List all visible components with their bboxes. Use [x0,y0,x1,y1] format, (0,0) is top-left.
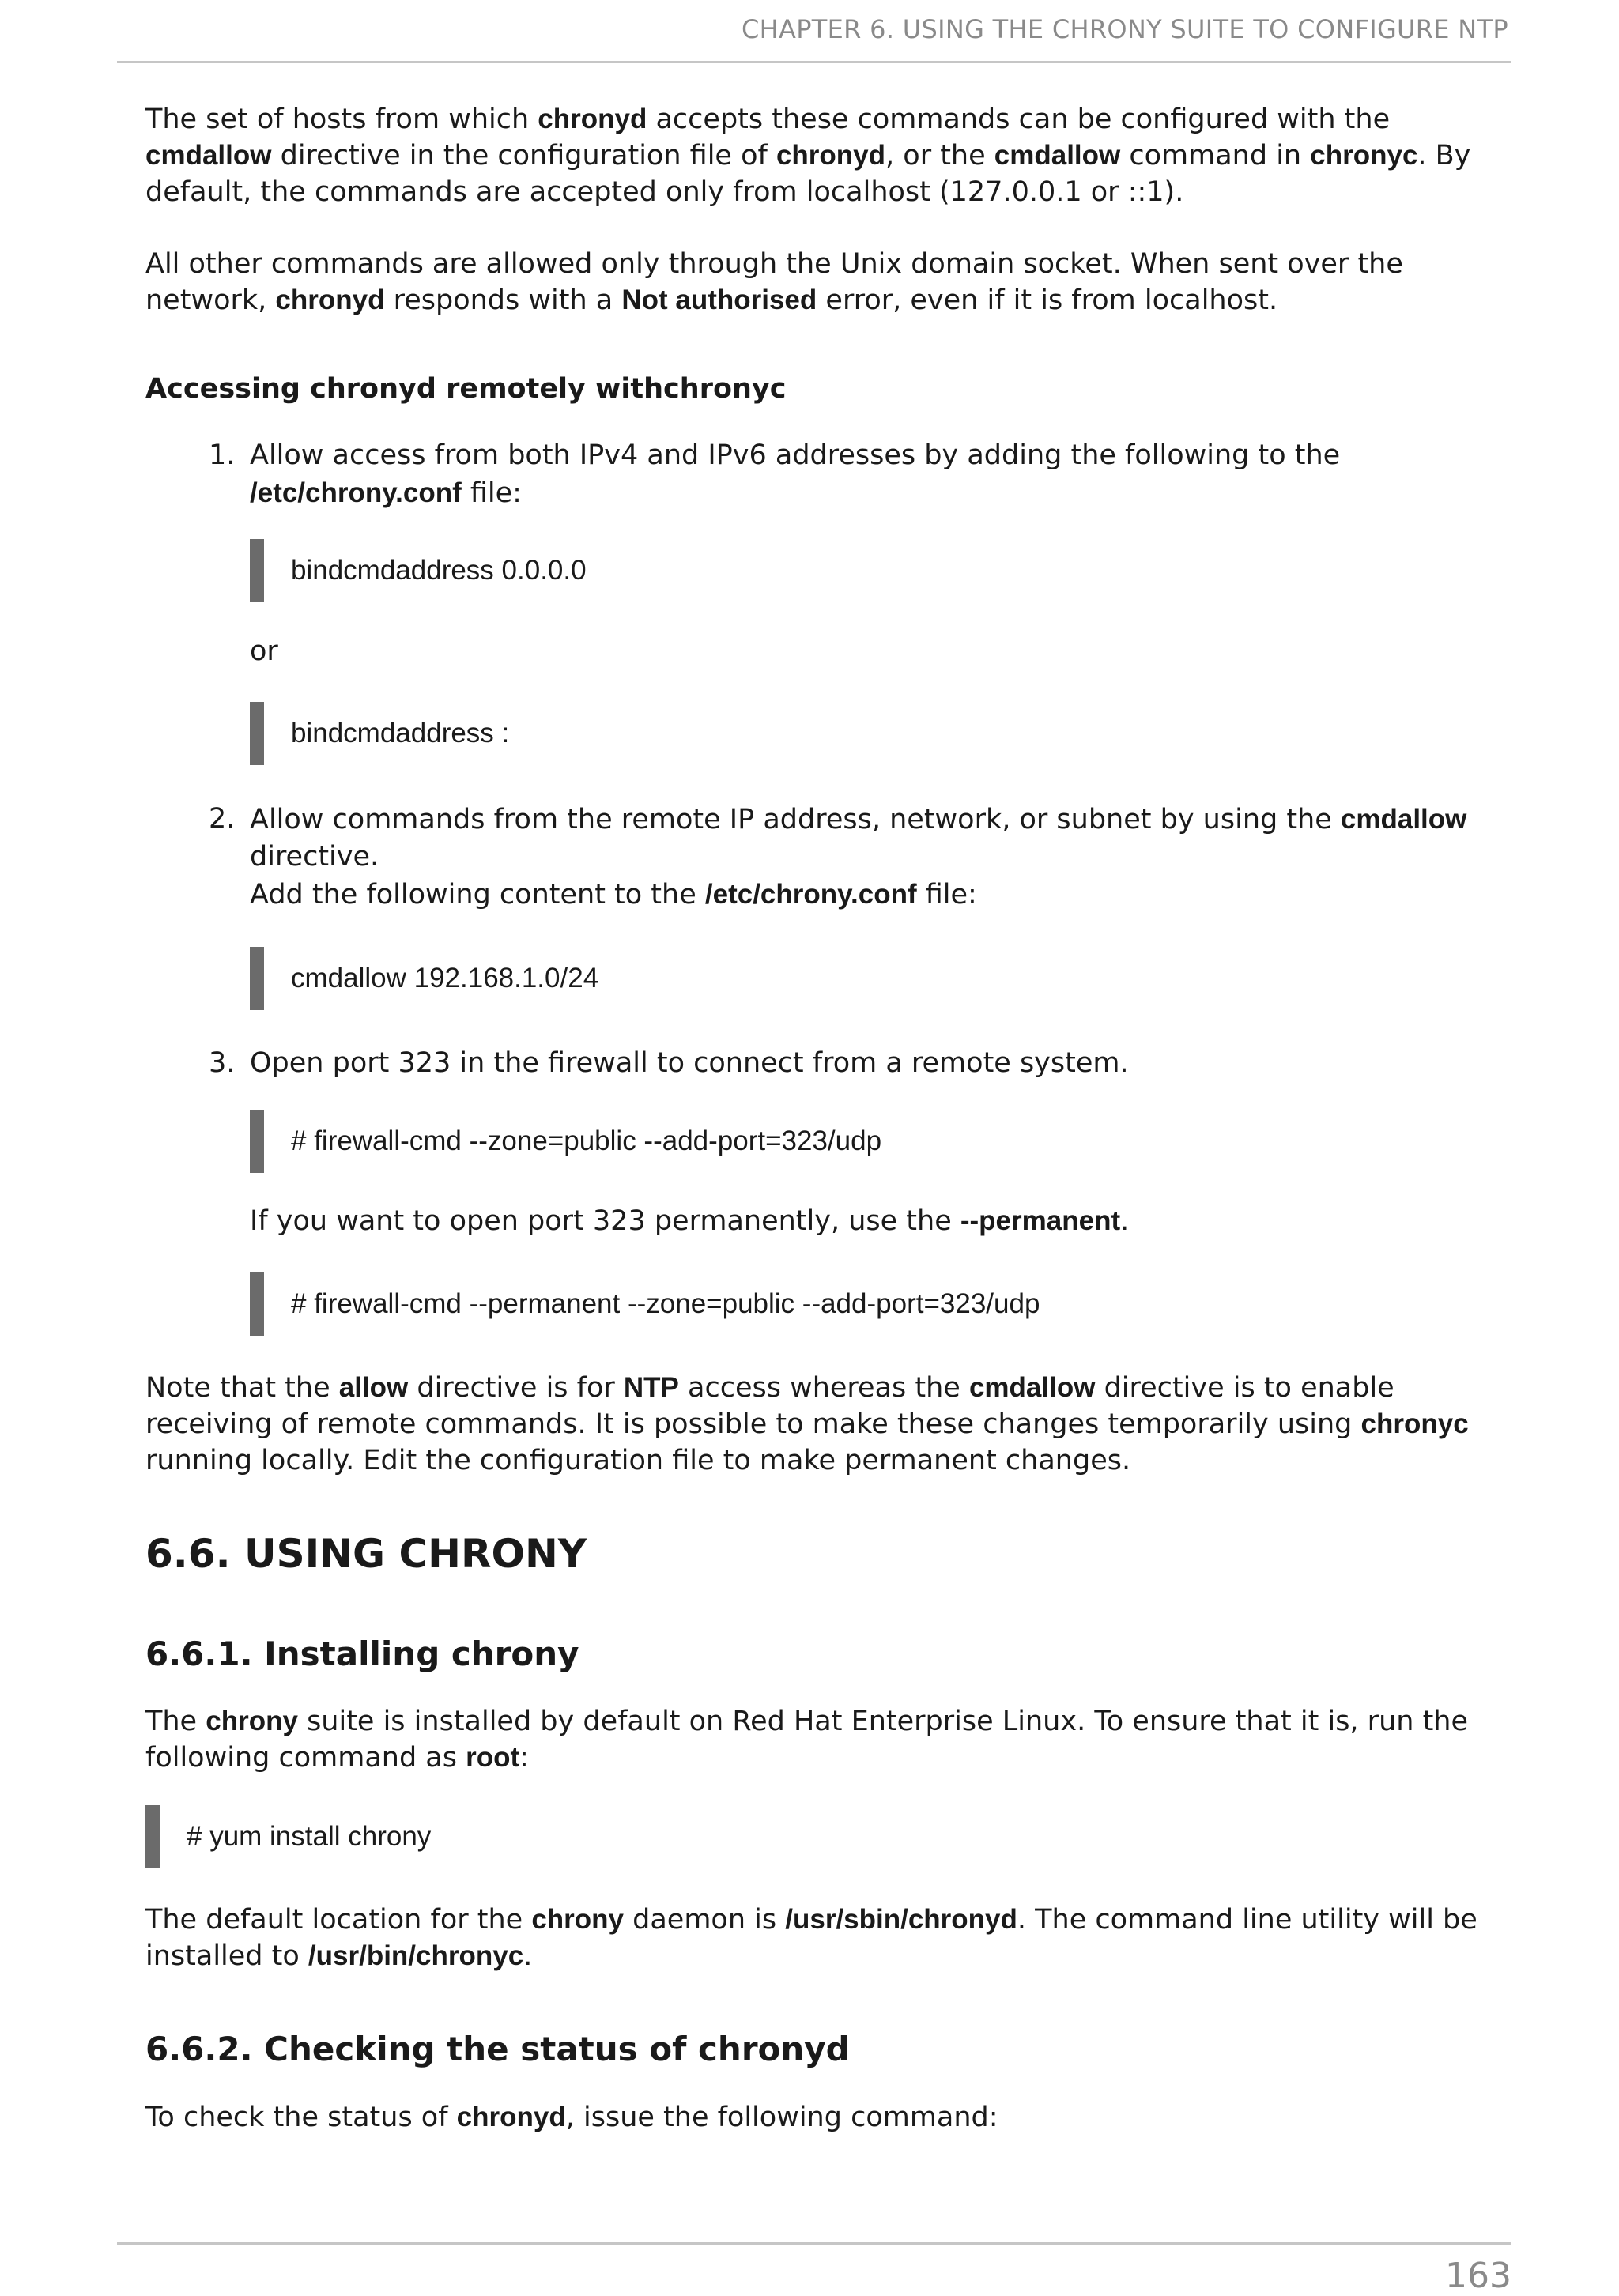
location-paragraph: The default location for the chrony daemon is /usr/sbin/chronyd. The command line utility will be installed to /usr/bin/chronyc. [145,1904,1477,1972]
header-rule [117,61,1511,63]
footer-rule [117,2242,1511,2245]
page-number: 163 [1445,2256,1511,2296]
section-heading: 6.6. USING CHRONY [145,1531,587,1577]
intro-paragraph-2: All other commands are allowed only through the Unix domain socket. When sent over the network, chronyd responds with a Not authorised error, even if it is from localhost. [145,248,1403,316]
intro-paragraph-1: The set of hosts from which chronyd accepts these commands can be configured with the cmdallow directive in the configuration file of chronyd, or the cmdallow command in chronyc. By default, the commands are accepted only from localhost (127.0.0.1 or ::1). [145,104,1471,208]
code-block: # firewall-cmd --permanent --zone=public --add-port=323/udp [250,1272,1040,1336]
step-3-permanent-text: If you want to open port 323 permanently, use the --permanent. [250,1205,1130,1237]
procedure-title: Accessing chronyd remotely withchronyc [145,373,787,405]
note-paragraph: Note that the allow directive is for NTP access whereas the cmdallow directive is to enable receiving of remote commands. It is possible to make these changes temporarily using chronyc running locally. Edit the configuration file to make permanent changes. [145,1372,1469,1476]
running-header: CHAPTER 6. USING THE CHRONY SUITE TO CONFIGURE NTP [742,14,1508,44]
step-2-text: Allow commands from the remote IP address, network, or subnet by using the cmdallow directive. Add the following content to the /etc/chrony.conf file: [250,804,1467,910]
step-number: 3. [209,1047,236,1079]
step-number: 2. [209,803,236,835]
subsection-heading: 6.6.1. Installing chrony [145,1634,579,1673]
code-block: cmdallow 192.168.1.0/24 [250,947,598,1010]
code-block: bindcmdaddress 0.0.0.0 [250,539,587,602]
step-1-text: Allow access from both IPv4 and IPv6 addresses by adding the following to the /etc/chrony.conf file: [250,439,1341,509]
or-text: or [250,635,278,667]
code-block: bindcmdaddress : [250,702,509,765]
code-block: # yum install chrony [145,1805,431,1868]
status-paragraph: To check the status of chronyd, issue the following command: [145,2102,998,2133]
step-number: 1. [209,439,236,471]
subsection-heading: 6.6.2. Checking the status of chronyd [145,2030,850,2068]
step-3-text: Open port 323 in the firewall to connect from a remote system. [250,1047,1129,1079]
install-paragraph: The chrony suite is installed by default on Red Hat Enterprise Linux. To ensure that it is, run the following command as root: [145,1706,1469,1774]
code-block: # firewall-cmd --zone=public --add-port=323/udp [250,1110,881,1173]
